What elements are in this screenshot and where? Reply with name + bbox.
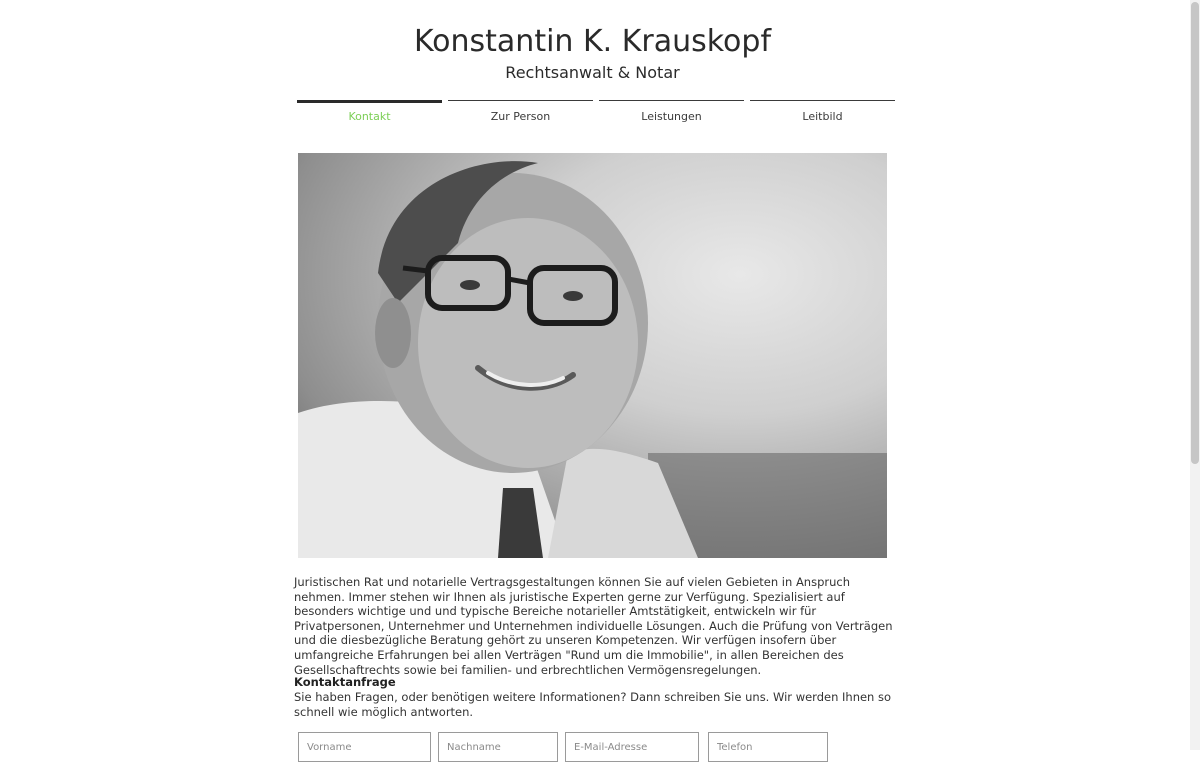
nav-item-leitbild[interactable]: Leitbild (750, 100, 895, 126)
nav-item-kontakt[interactable]: Kontakt (297, 100, 442, 126)
portrait-photo (298, 153, 887, 558)
site-header (0, 22, 1200, 84)
firstname-input[interactable] (298, 732, 431, 762)
portrait-illustration (298, 153, 887, 558)
site-title[interactable]: Konstantin K. Krauskopf (413, 24, 772, 59)
main-nav (297, 100, 894, 126)
lastname-input[interactable] (438, 732, 558, 762)
nav-item-zur-person[interactable]: Zur Person (448, 100, 593, 126)
intro-text: Juristischen Rat und notarielle Vertragsgestaltungen können Sie auf vielen Gebieten in Anspruch nehmen. Immer stehen wir Ihnen als juristische Experten gerne zur Verfügung. Spezialisiert auf besonders wichtige und und typische Bereiche notarieller Amtstätigkeit, entwickeln wir für Privatpersonen, Unternehmer und Unternehmen individuelle Lösungen. Auch die Prüfung von Verträgen und die diesbezügliche Beratung gehört zu unseren Kompetenzen. Wir verfügen insofern über umfangreiche Erfahrungen bei allen Verträgen "Rund um die Immobilie", in allen Bereichen des Gesellschaftrechts sowie bei familien- und erbrechtlichen Vermögensregelungen. (294, 575, 893, 677)
phone-input[interactable] (708, 732, 828, 762)
site-subtitle: Rechtsanwalt & Notar (505, 63, 680, 82)
email-input[interactable] (565, 732, 699, 762)
scrollbar[interactable] (1190, 0, 1200, 750)
contact-heading: Kontaktanfrage (294, 675, 396, 689)
scrollbar-thumb[interactable] (1191, 2, 1199, 464)
contact-text: Sie haben Fragen, oder benötigen weitere Informationen? Dann schreiben Sie uns. Wir werden Ihnen so schnell wie möglich antworten. (294, 690, 892, 719)
nav-item-leistungen[interactable]: Leistungen (599, 100, 744, 126)
